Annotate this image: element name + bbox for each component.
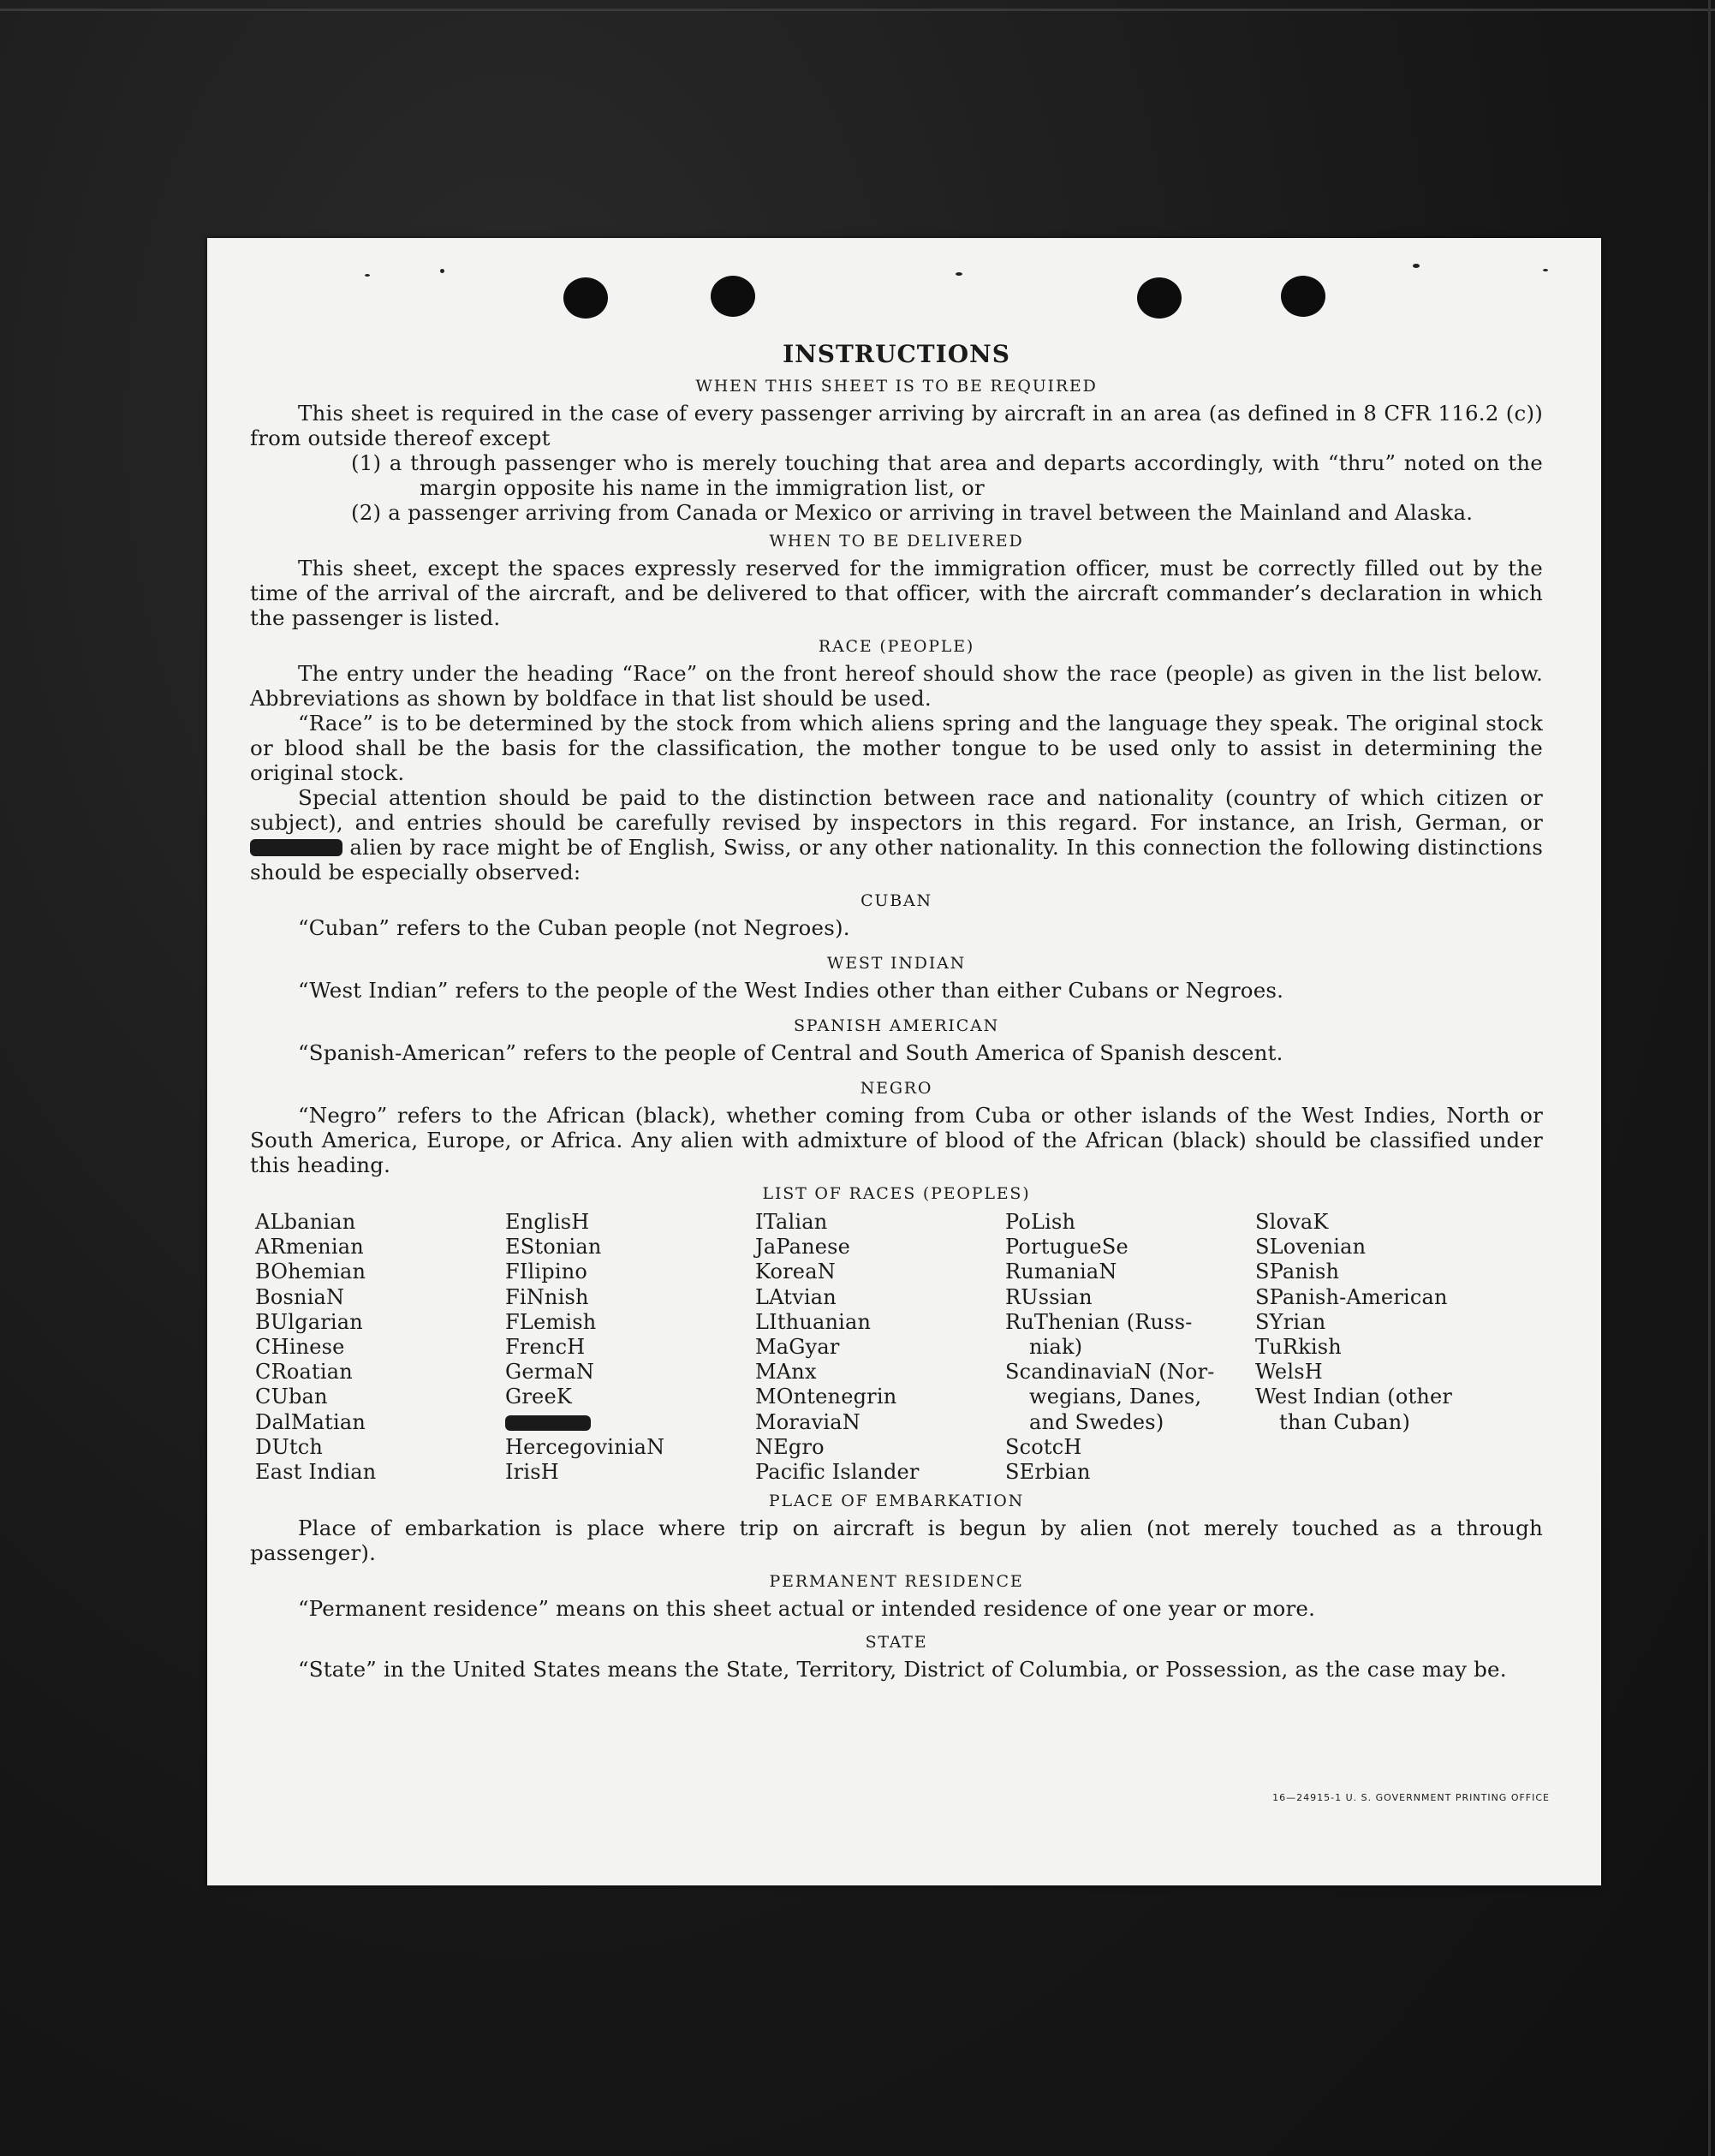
section-heading: NEGRO: [860, 1079, 933, 1098]
paragraph: “Spanish-American” refers to the people of Central and South America of Spanish descent.: [298, 1040, 1283, 1065]
race-entry: DUtch: [255, 1434, 324, 1459]
race-entry: SErbian: [1005, 1460, 1091, 1485]
list-item: (2) a passenger arriving from Canada or Mexico or arriving in travel between the Mainland and Alaska.: [351, 500, 1474, 525]
race-entry: JaPanese: [755, 1235, 851, 1260]
race-entry: FrencH: [505, 1335, 586, 1360]
race-entry: CUban: [255, 1385, 328, 1409]
race-entry: FiNnish: [505, 1284, 589, 1309]
paragraph: “Race” is to be determined by the stock from which aliens spring and the language they speak. The original stock or blood shall be the basis for the classification, the mother tongue to be used only to assist in determining the original stock.: [250, 711, 1543, 785]
race-entry: MAnx: [755, 1360, 817, 1385]
section-heading: WHEN THIS SHEET IS TO BE REQUIRED: [695, 377, 1098, 396]
instruction-sheet: [207, 238, 1601, 1885]
paragraph: [250, 785, 1543, 884]
race-entry: TuRkish: [1255, 1335, 1342, 1360]
film-edge: [0, 9, 1715, 11]
section-heading: SPANISH AMERICAN: [793, 1016, 1000, 1035]
race-entry: GreeK: [505, 1385, 572, 1409]
section-heading: PERMANENT RESIDENCE: [769, 1572, 1024, 1592]
race-entry: MOntenegrin: [755, 1385, 897, 1409]
document-title: INSTRUCTIONS: [783, 340, 1010, 368]
punch-hole: [1281, 276, 1325, 317]
race-entry: ScandinaviaN (Nor-: [1005, 1360, 1215, 1385]
speck: [1413, 264, 1420, 268]
section-heading: LIST OF RACES (PEOPLES): [762, 1184, 1031, 1203]
race-entry: ARmenian: [255, 1235, 364, 1260]
race-entry: HercegoviniaN: [505, 1434, 665, 1459]
paragraph: “Negro” refers to the African (black), whether coming from Cuba or other islands of the West Indies, North or South America, Europe, or Africa. Any alien with admixture of blood of the African (black) should be classified under this heading.: [250, 1103, 1543, 1177]
race-entry: PoLish: [1005, 1210, 1076, 1234]
race-entry: MoraviaN: [755, 1409, 860, 1434]
paragraph: “Permanent residence” means on this sheet actual or intended residence of one year or more.: [298, 1596, 1316, 1622]
section-heading: WHEN TO BE DELIVERED: [769, 532, 1024, 551]
paragraph: This sheet is required in the case of every passenger arriving by aircraft in an area (as defined in 8 CFR 116.2 (c)) from outside thereof except: [250, 401, 1543, 450]
race-entry: GermaN: [505, 1360, 595, 1385]
paragraph-part: alien by race might be of English, Swiss, or any other nationality. In this connection the following distinctions should be especially observed:: [250, 835, 1543, 884]
race-entry: MaGyar: [755, 1335, 840, 1360]
film-edge: [1708, 0, 1711, 2156]
race-entry: CHinese: [255, 1335, 345, 1360]
race-entry: EnglisH: [505, 1210, 590, 1234]
list-item: (1) a through passenger who is merely touching that area and departs accordingly, with “thru” noted on the margin opposite his name in the immigration list, or: [351, 450, 1543, 500]
race-list: [250, 1210, 1543, 1485]
printing-office-code: 16—24915-1 U. S. GOVERNMENT PRINTING OFFICE: [1272, 1792, 1550, 1803]
race-entry: ScotcH: [1005, 1434, 1082, 1459]
race-entry: East Indian: [255, 1460, 377, 1485]
race-entry: BOhemian: [255, 1260, 366, 1284]
speck: [1543, 269, 1548, 271]
race-entry: West Indian (other: [1255, 1385, 1453, 1409]
section-heading: STATE: [865, 1633, 928, 1653]
race-entry: ITalian: [755, 1210, 828, 1234]
punch-hole: [1137, 277, 1182, 319]
race-entry: FIlipino: [505, 1260, 588, 1284]
race-column: [1005, 1210, 1255, 1485]
section-heading: RACE (PEOPLE): [818, 637, 975, 656]
race-entry: Pacific Islander: [755, 1460, 920, 1485]
race-entry: LAtvian: [755, 1284, 837, 1309]
race-entry: IrisH: [505, 1460, 559, 1485]
section-heading: WEST INDIAN: [826, 954, 967, 973]
race-entry: RumaniaN: [1005, 1260, 1117, 1284]
punch-hole: [711, 276, 755, 317]
race-column: [255, 1210, 505, 1485]
race-entry: SPanish: [1255, 1260, 1340, 1284]
race-entry: wegians, Danes,: [1029, 1385, 1202, 1409]
speck: [365, 274, 370, 277]
paragraph: “West Indian” refers to the people of the West Indies other than either Cubans or Negroes.: [298, 978, 1284, 1003]
race-entry: RUssian: [1005, 1284, 1093, 1309]
race-entry: LIthuanian: [755, 1309, 872, 1334]
section-heading: PLACE OF EMBARKATION: [768, 1492, 1025, 1511]
race-entry: KoreaN: [755, 1260, 836, 1284]
race-entry: than Cuban): [1279, 1409, 1411, 1434]
document-body: [250, 341, 1543, 1682]
paragraph-part: Special attention should be paid to the distinction between race and nationality (country of which citizen or subject), and entries should be carefully revised by inspectors in this regard. For instance, an Irish, German, or: [250, 785, 1543, 835]
punch-hole: [563, 277, 608, 319]
paragraph: “Cuban” refers to the Cuban people (not Negroes).: [298, 915, 850, 940]
race-entry: NEgro: [755, 1434, 825, 1459]
race-entry: niak): [1029, 1335, 1083, 1360]
race-entry: BUlgarian: [255, 1309, 363, 1334]
race-entry: PortugueSe: [1005, 1235, 1128, 1260]
race-entry: CRoatian: [255, 1360, 353, 1385]
redaction-mark: [505, 1415, 591, 1431]
race-entry: SLovenian: [1255, 1235, 1367, 1260]
redacted-race-entry: [505, 1410, 755, 1435]
race-column: [755, 1210, 1005, 1485]
race-column: [1255, 1210, 1505, 1485]
race-entry: and Swedes): [1029, 1409, 1164, 1434]
section-heading: CUBAN: [860, 891, 932, 910]
race-entry: BosniaN: [255, 1284, 345, 1309]
race-entry: ALbanian: [255, 1210, 356, 1234]
race-entry: SYrian: [1255, 1309, 1326, 1334]
paragraph: Place of embarkation is place where trip on aircraft is begun by alien (not merely touched as a through passenger).: [250, 1516, 1543, 1566]
race-entry: DalMatian: [255, 1409, 366, 1434]
race-column: [505, 1210, 755, 1485]
race-entry: SPanish-American: [1255, 1284, 1448, 1309]
paragraph: “State” in the United States means the State, Territory, District of Columbia, or Possession, as the case may be.: [298, 1657, 1507, 1683]
race-entry: FLemish: [505, 1309, 597, 1334]
speck: [440, 269, 444, 273]
race-entry: WelsH: [1255, 1360, 1323, 1385]
speck: [956, 272, 962, 276]
redaction-mark: [250, 839, 342, 856]
paragraph: The entry under the heading “Race” on the front hereof should show the race (people) as given in the list below. Abbreviations as shown by boldface in that list should be used.: [250, 661, 1543, 711]
race-entry: SlovaK: [1255, 1210, 1329, 1234]
race-entry: EStonian: [505, 1235, 602, 1260]
paragraph: This sheet, except the spaces expressly reserved for the immigration officer, must be correctly filled out by the time of the arrival of the aircraft, and be delivered to that officer, with the aircraft commander’s declaration in which the passenger is listed.: [250, 556, 1543, 630]
race-entry: RuThenian (Russ-: [1005, 1309, 1193, 1334]
